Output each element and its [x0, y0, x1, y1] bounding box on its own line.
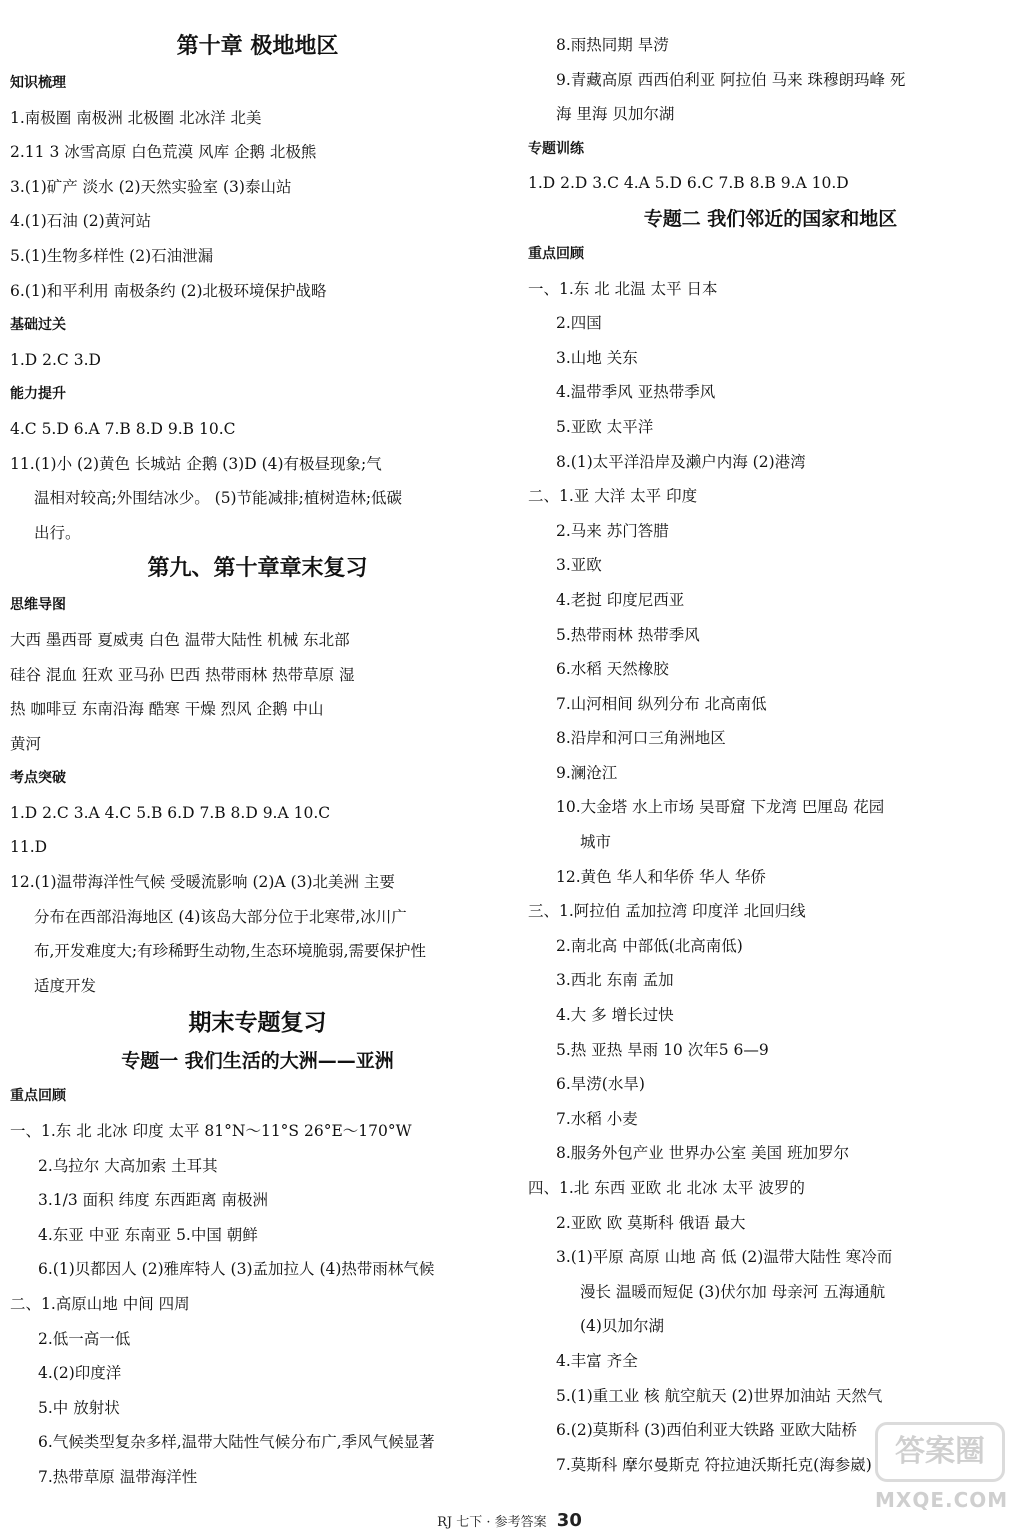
watermark-url: MXQE.COM: [875, 1488, 1009, 1512]
answer-subitem: 4.丰富 齐全: [556, 1351, 638, 1370]
answer-subitem: 6.(1)贝都因人 (2)雅库特人 (3)孟加拉人 (4)热带雨林气候: [38, 1260, 435, 1279]
answer-subitem: 5.热 亚热 旱雨 10 次年5 6—9: [556, 1040, 769, 1059]
part-title: 期末专题复习: [188, 1010, 327, 1037]
answer-line: 2.11 3 冰雪高原 白色荒漠 风库 企鹅 北极熊: [10, 143, 317, 162]
answer-subitem: 3.西北 东南 孟加: [556, 971, 674, 990]
answer-subitem-continuation: (4)贝加尔湖: [580, 1317, 664, 1336]
answer-subitem: 5.(1)重工业 核 航空航天 (2)世界加油站 天然气: [556, 1386, 883, 1405]
answer-line: 大西 墨西哥 夏威夷 白色 温带大陆性 机械 东北部: [10, 630, 350, 649]
answer-subitem: 4.老挝 印度尼西亚: [556, 590, 685, 609]
answer-line: 1.D 2.C 3.D: [10, 350, 101, 369]
answer-line: 4.(1)石油 (2)黄河站: [10, 212, 152, 231]
watermark-text: 答案圈: [875, 1422, 1005, 1482]
answer-line: 1.D 2.C 3.A 4.C 5.B 6.D 7.B 8.D 9.A 10.C: [10, 803, 331, 822]
answer-subitem: 7.热带草原 温带海洋性: [38, 1467, 198, 1486]
section-heading: 基础过关: [10, 317, 66, 334]
answer-subitem: 2.亚欧 欧 莫斯科 俄语 最大: [556, 1213, 746, 1232]
answer-subitem: 5.热带雨林 热带季风: [556, 625, 700, 644]
answer-subitem: 4.大 多 增长过快: [556, 1006, 674, 1025]
answer-subitem: 2.乌拉尔 大高加索 土耳其: [38, 1156, 218, 1175]
answer-subitem: 2.马来 苏门答腊: [556, 521, 669, 540]
answer-subitem: 8.雨热同期 旱涝: [556, 36, 669, 54]
section-heading: 重点回顾: [10, 1088, 66, 1105]
answer-line: 二、1.高原山地 中间 四周: [10, 1295, 190, 1313]
answer-subitem: 8.(1)太平洋沿岸及濑户内海 (2)港湾: [556, 452, 806, 471]
answer-subitem: 8.服务外包产业 世界办公室 美国 班加罗尔: [556, 1144, 850, 1163]
answer-subitem: 2.南北高 中部低(北高南低): [556, 936, 743, 955]
section-heading: 专题训练: [528, 140, 584, 157]
answer-subitem: 9.青藏高原 西西伯利亚 阿拉伯 马来 珠穆朗玛峰 死: [556, 70, 906, 89]
answer-line: 6.(1)和平利用 南极条约 (2)北极环境保护战略: [10, 281, 327, 300]
answer-line: 4.C 5.D 6.A 7.B 8.D 9.B 10.C: [10, 419, 236, 438]
answer-line: 一、1.东 北 北温 太平 日本: [528, 279, 718, 298]
right-column: [528, 28, 1013, 1482]
watermark-logo: [875, 1422, 1009, 1522]
answer-subitem: 6.气候类型复杂多样,温带大陆性气候分布广,季风气候显著: [38, 1433, 435, 1452]
answer-subitem: 9.澜沧江: [556, 763, 618, 782]
answer-line: 黄河: [10, 734, 42, 753]
left-column: [10, 28, 505, 1495]
answer-continuation: 出行。: [34, 523, 81, 542]
answer-subitem-continuation: 漫长 温暖而短促 (3)伏尔加 母亲河 五海通航: [580, 1282, 886, 1301]
answer-subitem: 6.旱涝(水旱): [556, 1075, 645, 1094]
answer-subitem: 3.(1)平原 高原 山地 高 低 (2)温带大陆性 寒冷而: [556, 1248, 893, 1267]
topic-title: 专题一 我们生活的大洲——亚洲: [121, 1050, 394, 1073]
chapter-title: 第十章 极地地区: [176, 34, 339, 59]
answer-continuation: 分布在西部沿海地区 (4)该岛大部分位于北寒带,冰川广: [34, 907, 407, 926]
answer-subitem: 3.1/3 面积 纬度 东西距离 南极洲: [38, 1191, 268, 1210]
answer-line: 二、1.亚 大洋 太平 印度: [528, 487, 698, 506]
answer-line: 三、1.阿拉伯 孟加拉湾 印度洋 北回归线: [528, 902, 806, 921]
answer-subitem: 5.亚欧 太平洋: [556, 417, 654, 436]
answer-subitem: 海 里海 贝加尔湖: [556, 105, 675, 124]
answer-line: 12.(1)温带海洋性气候 受暖流影响 (2)A (3)北美洲 主要: [10, 873, 395, 892]
answer-subitem: 7.莫斯科 摩尔曼斯克 符拉迪沃斯托克(海参崴): [556, 1455, 872, 1474]
answer-line: 硅谷 混血 狂欢 亚马孙 巴西 热带雨林 热带草原 湿: [10, 665, 355, 684]
answer-line: 一、1.东 北 北冰 印度 太平 81°N～11°S 26°E～170°W: [10, 1122, 412, 1141]
chapter-title: 第九、第十章章末复习: [147, 556, 368, 582]
section-heading: 考点突破: [10, 770, 66, 787]
section-heading: 能力提升: [10, 386, 66, 403]
answer-line: 11.D: [10, 838, 48, 857]
answer-line: 热 咖啡豆 东南沿海 酷寒 干燥 烈风 企鹅 中山: [10, 700, 324, 719]
section-heading: 思维导图: [10, 597, 66, 614]
section-heading: 重点回顾: [528, 245, 584, 262]
answer-line: 1.D 2.D 3.C 4.A 5.D 6.C 7.B 8.B 9.A 10.D: [528, 174, 849, 193]
answer-subitem: 10.大金塔 水上市场 吴哥窟 下龙湾 巴厘岛 花园: [556, 798, 885, 817]
answer-subitem: 8.沿岸和河口三角洲地区: [556, 729, 726, 748]
answer-subitem: 3.亚欧: [556, 556, 602, 575]
answer-subitem: 4.东亚 中亚 东南亚 5.中国 朝鲜: [38, 1225, 258, 1244]
answer-subitem: 6.(2)莫斯科 (3)西伯利亚大铁路 亚欧大陆桥: [556, 1421, 858, 1440]
answer-subitem: 5.中 放射状: [38, 1398, 120, 1417]
answer-subitem: 4.温带季风 亚热带季风: [556, 383, 716, 402]
answer-subitem-continuation: 城市: [580, 833, 612, 852]
answer-continuation: 布,开发难度大;有珍稀野生动物,生态环境脆弱,需要保护性: [34, 942, 427, 961]
answer-subitem: 7.山河相间 纵列分布 北高南低: [556, 694, 767, 713]
answer-continuation: 适度开发: [34, 976, 97, 995]
answer-subitem: 4.(2)印度洋: [38, 1364, 122, 1383]
answer-subitem: 2.四国: [556, 314, 602, 333]
answer-line: 1.南极圈 南极洲 北极圈 北冰洋 北美: [10, 108, 262, 127]
answer-subitem: 2.低一高一低: [38, 1329, 131, 1348]
answer-line: 3.(1)矿产 淡水 (2)天然实验室 (3)泰山站: [10, 177, 292, 196]
topic-title: 专题二 我们邻近的国家和地区: [643, 207, 898, 230]
page-number: 30: [556, 1510, 582, 1531]
footer-label: RJ 七下 · 参考答案: [437, 1515, 547, 1530]
answer-subitem: 7.水稻 小麦: [556, 1109, 638, 1128]
answer-line: 四、1.北 东西 亚欧 北 北冰 太平 波罗的: [528, 1179, 805, 1197]
answer-subitem: 6.水稻 天然橡胶: [556, 660, 669, 679]
answer-subitem: 3.山地 关东: [556, 348, 638, 367]
answer-continuation: 温相对较高;外围结冰少。 (5)节能减排;植树造林;低碳: [34, 489, 403, 508]
answer-subitem: 12.黄色 华人和华侨 华人 华侨: [556, 867, 766, 886]
section-heading: 知识梳理: [10, 75, 66, 91]
answer-line: 11.(1)小 (2)黄色 长城站 企鹅 (3)D (4)有极昼现象;气: [10, 454, 382, 473]
answer-line: 5.(1)生物多样性 (2)石油泄漏: [10, 246, 214, 265]
page-footer: [0, 1510, 1019, 1531]
